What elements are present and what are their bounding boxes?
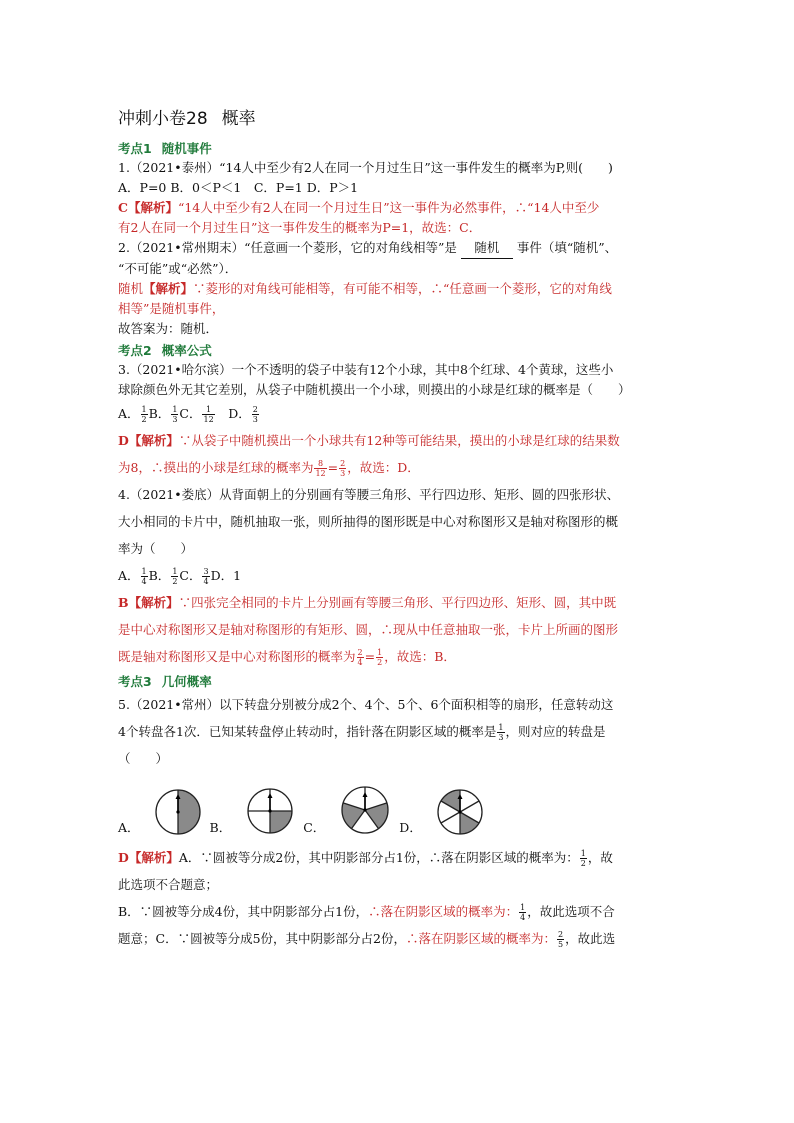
fraction: $\frac{1}{2}$ <box>377 648 383 667</box>
fraction: $\frac{2}{5}$ <box>558 930 564 949</box>
fraction: $\frac{3}{4}$ <box>203 567 209 586</box>
q3-options: A． $\frac{1}{2}$ B． $\frac{1}{3}$ C． $\frac{1}{12}$ D． $\frac{2}{3}$ <box>118 405 258 424</box>
q4-solution-3: 既是轴对称图形又是中心对称图形的概率为 $\frac{2}{4}$ = $\frac{1}{2}$ ，故选：B． <box>118 648 456 667</box>
fraction: $\frac{1}{3}$ <box>172 405 178 424</box>
section-heading-3: 考点3 几何概率 <box>118 674 212 689</box>
fraction: $\frac{2}{4}$ <box>357 648 363 667</box>
q4-stem: 4.（2021•娄底）从背面朝上的分别画有等腰三角形、平行四边形、矩形、圆的四张形状、 <box>118 487 620 502</box>
fraction: $\frac{2}{3}$ <box>340 459 346 478</box>
q2-stem: 2.（2021•常州期末）“任意画一个菱形，它的对角线相等”是 随机 事件（填“随机”、 <box>118 238 678 259</box>
spinner-option-d: D． <box>399 786 486 838</box>
q1-stem: 1.（2021•泰州）“14人中至少有2人在同一个月过生日”这一事件发生的概率为P,则( ) <box>118 160 613 175</box>
q3-stem-2: 球除颜色外无其它差别，从袋子中随机摸出一个小球，则摸出的小球是红球的概率是（ ） <box>118 382 631 397</box>
spinner-option-b: B． <box>210 784 298 838</box>
document-page <box>118 104 678 952</box>
q5-stem-2: 4个转盘各1次．已知某转盘停止转动时，指针落在阴影区域的概率是 $\frac{1}{3}$ ，则对应的转盘是 <box>118 723 606 742</box>
section-heading-2: 考点2 概率公式 <box>118 343 212 358</box>
title-main: 冲刺小卷28 <box>118 109 208 129</box>
q4-options: A． $\frac{1}{4}$ B． $\frac{1}{2}$ C． $\frac{3}{4}$ D．1 <box>118 567 242 586</box>
q4-solution-2: 是中心对称图形又是轴对称图形的有矩形、圆，∴现从中任意抽取一张，卡片上所画的图形 <box>118 622 619 637</box>
q4-stem-3: 率为（ ） <box>118 541 194 556</box>
fraction: $\frac{1}{2}$ <box>172 567 178 586</box>
section-heading-1: 考点1 随机事件 <box>118 141 212 156</box>
q5-solution-2: 此选项不合题意； <box>118 877 219 892</box>
q3-solution: D【解析】∵从袋子中随机摸出一个小球共有12种等可能结果，摸出的小球是红球的结果数 <box>118 433 620 448</box>
q4-solution: B【解析】∵四张完全相同的卡片上分别画有等腰三角形、平行四边形、矩形、圆，其中既 <box>118 595 617 610</box>
spinner-5-sectors <box>337 782 393 838</box>
fraction: $\frac{2}{3}$ <box>252 405 258 424</box>
q1-solution-2: 有2人在同一个月过生日”这一事件发生的概率为P=1，故选：C． <box>118 220 482 235</box>
q3-solution-2: 为8，∴摸出的小球是红球的概率为 $\frac{8}{12}$ = $\frac{2}{3}$ ，故选：D． <box>118 459 420 478</box>
fraction: $\frac{1}{12}$ <box>203 405 214 424</box>
q5-solution-3: B．∵圆被等分成4份，其中阴影部分占1份，∴落在阴影区域的概率为： $\frac{1}{4}$ ，故此选项不合 <box>118 903 615 922</box>
page-title <box>118 104 678 129</box>
title-sub: 概率 <box>221 109 256 129</box>
q2-stem-2: “不可能”或“必然”）． <box>118 261 238 276</box>
fraction: $\frac{1}{4}$ <box>141 567 147 586</box>
fraction: $\frac{8}{12}$ <box>315 459 326 478</box>
fraction: $\frac{1}{4}$ <box>520 903 526 922</box>
q4-stem-2: 大小相同的卡片中，随机抽取一张，则所抽得的图形既是中心对称图形又是轴对称图形的概 <box>118 514 619 529</box>
fraction: $\frac{1}{2}$ <box>141 405 147 424</box>
q3-stem: 3.（2021•哈尔滨）一个不透明的袋子中装有12个小球，其中8个红球、4个黄球，这些小 <box>118 362 614 377</box>
q1-solution: C【解析】“14人中至少有2人在同一个月过生日”这一事件为必然事件，∴“14人中至少 <box>118 200 600 215</box>
q2-solution-3: 故答案为：随机． <box>118 321 219 336</box>
fraction: $\frac{1}{3}$ <box>498 723 504 742</box>
q5-solution: D【解析】A．∵圆被等分成2份，其中阴影部分占1份，∴落在阴影区域的概率为： $\frac{1}{2}$ ，故 <box>118 849 613 868</box>
q2-solution-2: 相等”是随机事件， <box>118 301 225 316</box>
q2-solution: 随机【解析】∵菱形的对角线可能相等，有可能不相等，∴“任意画一个菱形，它的对角线 <box>118 281 612 296</box>
spinner-options <box>118 782 678 838</box>
q2-answer-blank: 随机 <box>461 238 513 259</box>
spinner-6-sectors <box>434 786 486 838</box>
spinner-4-sectors <box>243 784 297 838</box>
spinner-option-a: A． <box>118 786 204 838</box>
q5-stem: 5.（2021•常州）以下转盘分别被分成2个、4个、5个、6个面积相等的扇形，任意转动这 <box>118 697 614 712</box>
spinner-2-sectors <box>152 786 204 838</box>
q5-solution-4: 题意；C．∵圆被等分成5份，其中阴影部分占2份，∴落在阴影区域的概率为： $\frac{2}{5}$ ，故此选 <box>118 930 616 949</box>
q5-stem-3: （ ） <box>118 751 169 766</box>
spinner-option-c: C． <box>303 782 393 838</box>
fraction: $\frac{1}{2}$ <box>580 849 586 868</box>
q1-options: A．P=0 B．0＜P＜1 C．P=1 D．P＞1 <box>118 180 359 195</box>
